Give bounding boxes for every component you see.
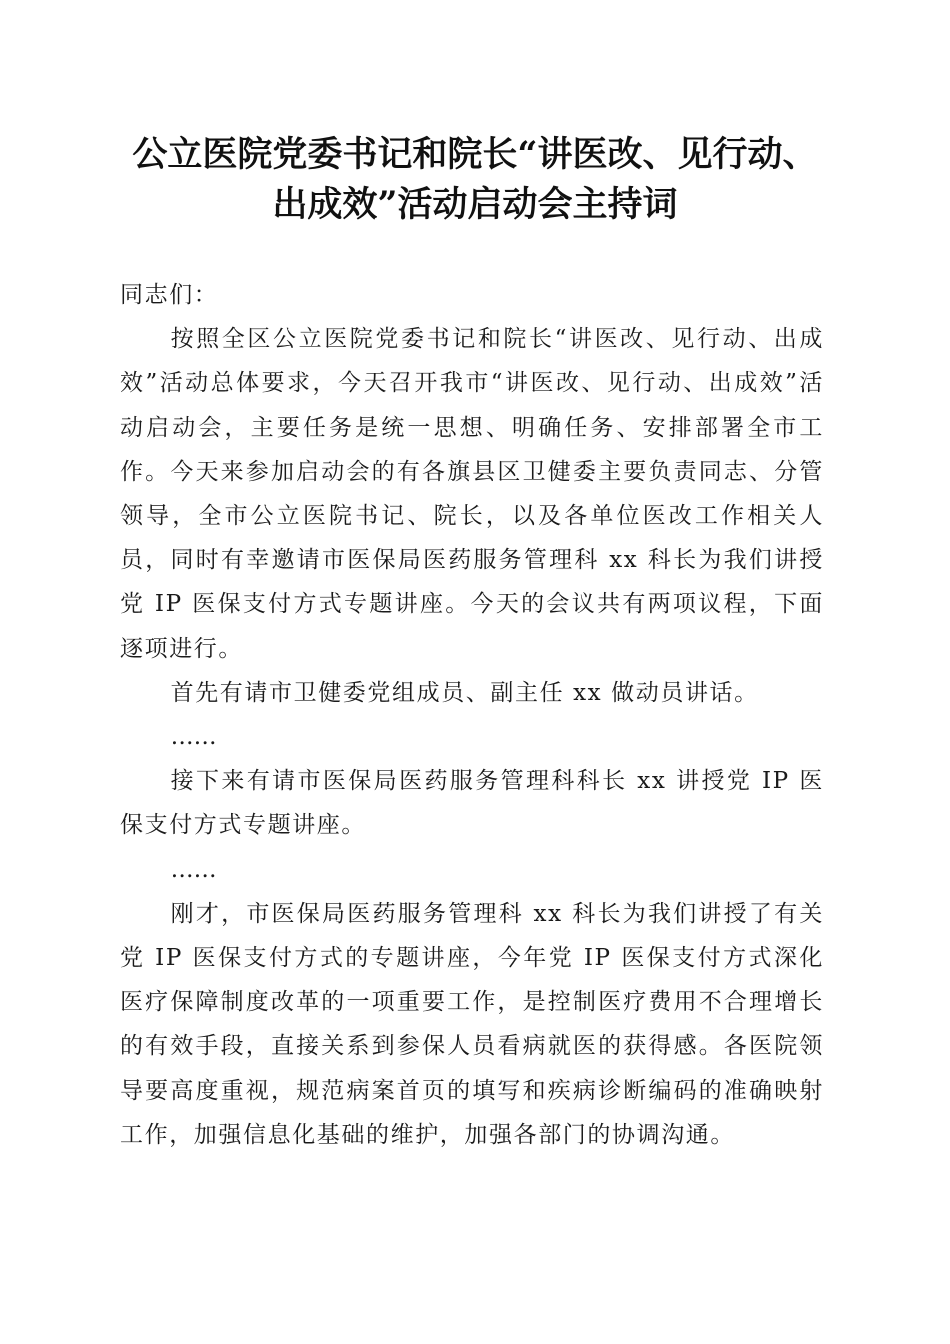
paragraph-first-speaker: 首先有请市卫健委党组成员、副主任 xx 做动员讲话。	[170, 679, 759, 706]
document-body	[120, 273, 824, 1157]
paragraph-summary: 刚才，市医保局医药服务管理科 xx 科长为我们讲授了有关党 IP 医保支付方式的专题讲座，今年党 IP 医保支付方式深化医疗保障制度改革的一项重要工作，是控制医疗费用不合理增长的有效手段，直接关系到参保人员看病就医的获得感。各医院领导要高度重视，规范病案首页的填写和疾病诊断编码的准确映射工作，加强信息化基础的维护，加强各部门的协调沟通。	[120, 900, 824, 1148]
title-line-2: 出成效”活动启动会主持词	[272, 184, 678, 225]
paragraph-intro: 按照全区公立医院党委书记和院长“讲医改、见行动、出成效”活动总体要求，今天召开我市“讲医改、见行动、出成效”活动启动会，主要任务是统一思想、明确任务、安排部署全市工作。今天来参加启动会的有各旗县区卫健委主要负责同志、分管领导，全市公立医院书记、院长，以及各单位医改工作相关人员，同时有幸邀请市医保局医药服务管理科 xx 科长为我们讲授党 IP 医保支付方式专题讲座。今天的会议共有两项议程，下面逐项进行。	[120, 326, 824, 662]
title-line-1: 公立医院党委书记和院长“讲医改、见行动、	[132, 134, 818, 175]
greeting: 同志们：	[120, 282, 219, 308]
ellipsis-1: ……	[170, 724, 217, 751]
ellipsis-2: ……	[170, 856, 217, 883]
document-title	[100, 130, 850, 230]
paragraph-second-speaker: 接下来有请市医保局医药服务管理科科长 xx 讲授党 IP 医保支付方式专题讲座。	[120, 768, 824, 839]
